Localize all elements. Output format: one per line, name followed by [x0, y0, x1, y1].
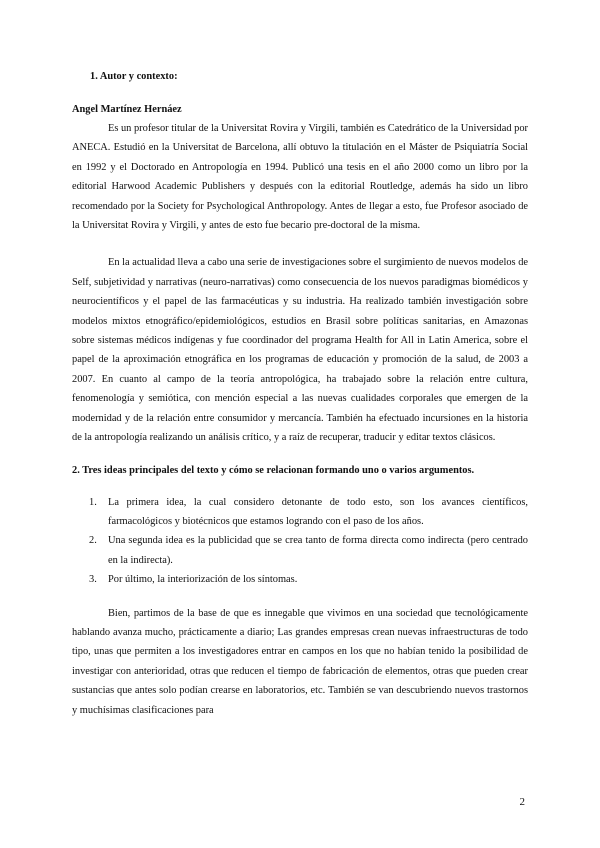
- list-item: [89, 570, 528, 589]
- research-paragraph: En la actualidad lleva a cabo una serie de investigaciones sobre el surgimiento de nuevos modelos de Self, subjetividad y narrativas (neuro-narrativas) como consecuencia de los nuevos paradigmas biomédicos y neurocientíficos y el papel de las farmacéuticas y su industria. Ha realizado también investigación sobre modelos mixtos etnográfico/epidemiológicos, estudios en Brasil sobre políticas sanitarias, en Amazonas sobre sistemas médicos indígenas y fue coordinador del programa Health for All in Latin America, sobre el papel de la aproximación etnográfica en los programas de educación y promoción de la salud, de 2003 a 2007. En cuanto al campo de la teoría antropológica, ha trabajado sobre la relación entre cultura, fenomenología y semiótica, con mención especial a las nuevas cualidades corporales que emergen de la modernidad y de la relación entre consumidor y mercancía. También ha efectuado incursiones en la historia de la antropología realizando un análisis crítico, y a raíz de recuperar, traducir y editar textos clásicos.: [72, 257, 528, 444]
- list-item-text: Por último, la interiorización de los síntomas.: [108, 574, 298, 586]
- section-heading-main-ideas: 2. Tres ideas principales del texto y cómo se relacionan formando uno o varios argumentos.: [72, 464, 475, 476]
- list-item-text: Una segunda idea es la publicidad que se crea tanto de forma directa como indirecta (pero centrado en la indirecta).: [108, 535, 528, 566]
- list-item-text: La primera idea, la cual considero detonante de todo esto, son los avances científicos, farmacológicos y biotécnicos que estamos logrando con el paso de los años.: [108, 496, 528, 527]
- author-name: Angel Martínez Hernáez: [72, 104, 182, 115]
- ideas-list: [72, 493, 528, 590]
- list-item: [89, 493, 528, 532]
- list-item-number: 2.: [89, 535, 97, 547]
- author-bio-paragraph: Es un profesor titular de la Universitat Rovira y Virgili, también es Catedrático de la Universidad por ANECA. Estudió en la Universitat de Barcelona, allí obtuvo la titulación en el Máster de Psiquiatría Social en 1992 y el Doctorado en Antropología en 1994. Publicó una tesis en el año 2000 como un libro por la editorial Harwood Academic Publishers y después con la editorial Routledge, además ha sido un libro recomendado por la Society for Psychological Anthropology. Antes de llegar a esto, fue Profesor asociado de la Universitat Rovira y Virgili, y antes de esto fue becario pre-doctoral de la misma.: [72, 123, 528, 232]
- list-item-number: 3.: [89, 574, 97, 586]
- page-content: [72, 70, 528, 720]
- page-number: 2: [519, 796, 525, 808]
- list-item: [89, 531, 528, 570]
- analysis-paragraph: Bien, partimos de la base de que es innegable que vivimos en una sociedad que tecnológicamente hablando avanza mucho, prácticamente a diario; Las grandes empresas crean nuevas infraestructuras de todo tipo, unas que permiten a los investigadores entrar en campos en los que no habían tenido la posibilidad de investigar con anterioridad, otras que reducen el tiempo de fabricación de elementos, otras que pueden crear sustancias que antes solo podían crearse en laboratorios, etc. También se van descubriendo nuevos trastornos y muchísimas clasificaciones para: [72, 607, 528, 716]
- list-item-number: 1.: [89, 496, 97, 508]
- section-heading-author-context: 1. Autor y contexto:: [90, 71, 178, 82]
